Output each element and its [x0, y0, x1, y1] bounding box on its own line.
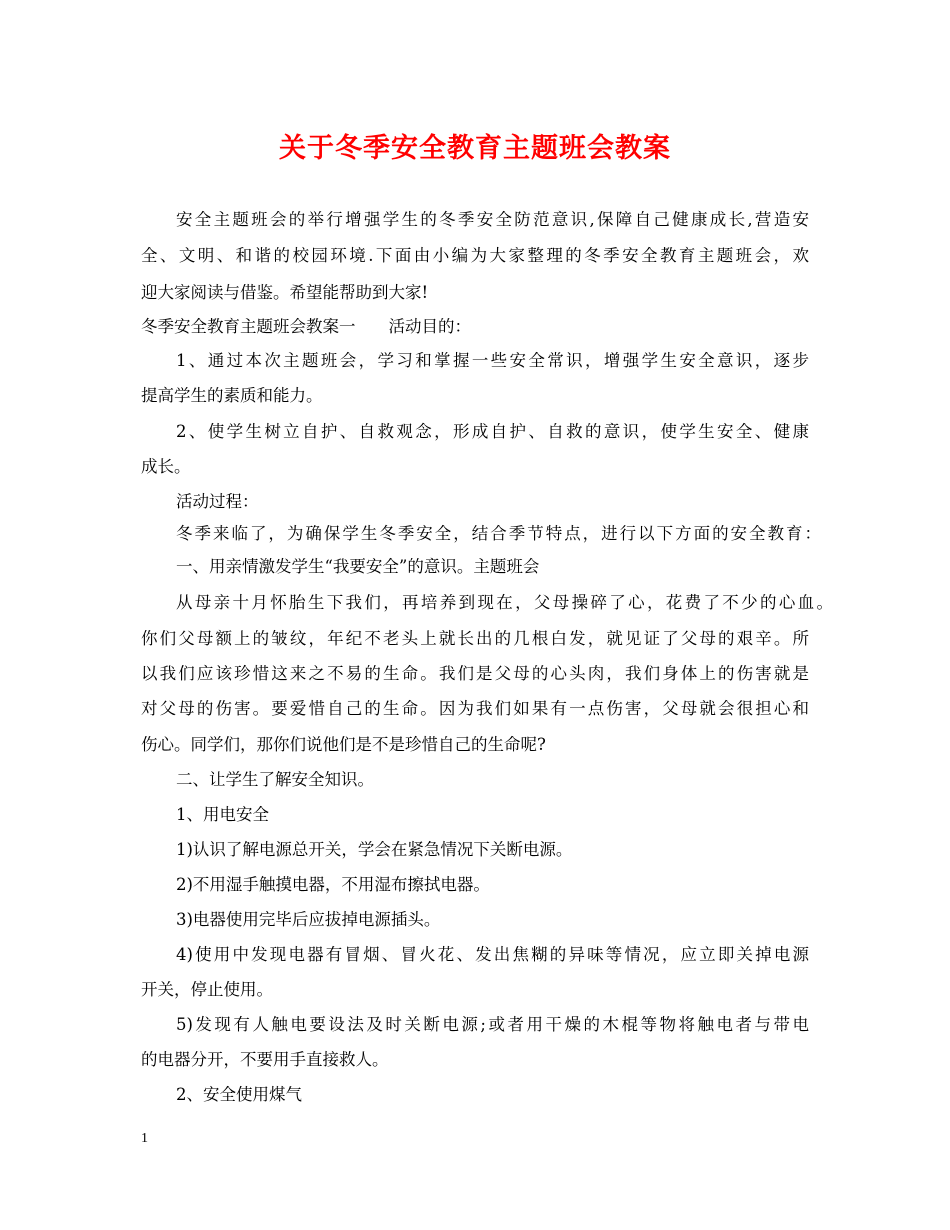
body-line: 二、让学生了解安全知识。 — [176, 770, 374, 789]
section-heading: 冬季安全教育主题班会教案一 活动目的： — [141, 317, 471, 336]
document-title: 关于冬季安全教育主题班会教案 — [279, 133, 671, 164]
body-line: 1、用电安全 — [176, 805, 269, 824]
body-line: 2)不用湿手触摸电器，不用湿布擦拭电器。 — [176, 875, 490, 894]
body-line: 成长。 — [141, 457, 191, 476]
body-line: 从母亲十月怀胎生下我们，再培养到现在，父母操碎了心，花费了不少的心血。 — [176, 593, 833, 612]
body-line: 开关，停止使用。 — [141, 980, 273, 999]
body-line: 的电器分开，不要用手直接救人。 — [141, 1050, 389, 1069]
body-line: 活动过程： — [176, 492, 259, 511]
body-line: 3)电器使用完毕后应拔掉电源插头。 — [176, 910, 441, 929]
body-line: 伤心。同学们，那你们说他们是不是珍惜自己的生命呢? — [141, 735, 546, 754]
body-line: 对父母的伤害。要爱惜自己的生命。因为我们如果有一点伤害，父母就会很担心和 — [141, 699, 809, 718]
body-line: 2、使学生树立自护、自救观念，形成自护、自救的意识，使学生安全、健康 — [176, 422, 809, 441]
body-line: 5)发现有人触电要设法及时关断电源;或者用干燥的木棍等物将触电者与带电 — [176, 1015, 809, 1034]
body-line: 以我们应该珍惜这来之不易的生命。我们是父母的心头肉，我们身体上的伤害就是 — [141, 664, 809, 683]
body-line: 安全主题班会的举行增强学生的冬季安全防范意识,保障自己健康成长,营造安 — [176, 210, 809, 229]
body-line: 1、通过本次主题班会，学习和掌握一些安全常识，增强学生安全意识，逐步 — [176, 351, 809, 370]
body-line: 4)使用中发现电器有冒烟、冒火花、发出焦糊的异味等情况，应立即关掉电源 — [176, 945, 809, 964]
body-line: 冬季来临了，为确保学生冬季安全，结合季节特点，进行以下方面的安全教育： — [176, 524, 821, 543]
body-line: 全、文明、和谐的校园环境.下面由小编为大家整理的冬季安全教育主题班会，欢 — [141, 246, 809, 265]
body-line: 迎大家阅读与借鉴。希望能帮助到大家! — [141, 283, 429, 302]
body-line: 你们父母额上的皱纹，年纪不老头上就长出的几根白发，就见证了父母的艰辛。所 — [141, 629, 809, 648]
body-line: 一、用亲情激发学生“我要安全”的意识。主题班会 — [176, 557, 540, 576]
page-number: 1 — [141, 1131, 148, 1146]
body-line: 2、安全使用煤气 — [176, 1085, 302, 1104]
body-line: 提高学生的素质和能力。 — [141, 386, 323, 405]
body-line: 1)认识了解电源总开关，学会在紧急情况下关断电源。 — [176, 840, 573, 859]
